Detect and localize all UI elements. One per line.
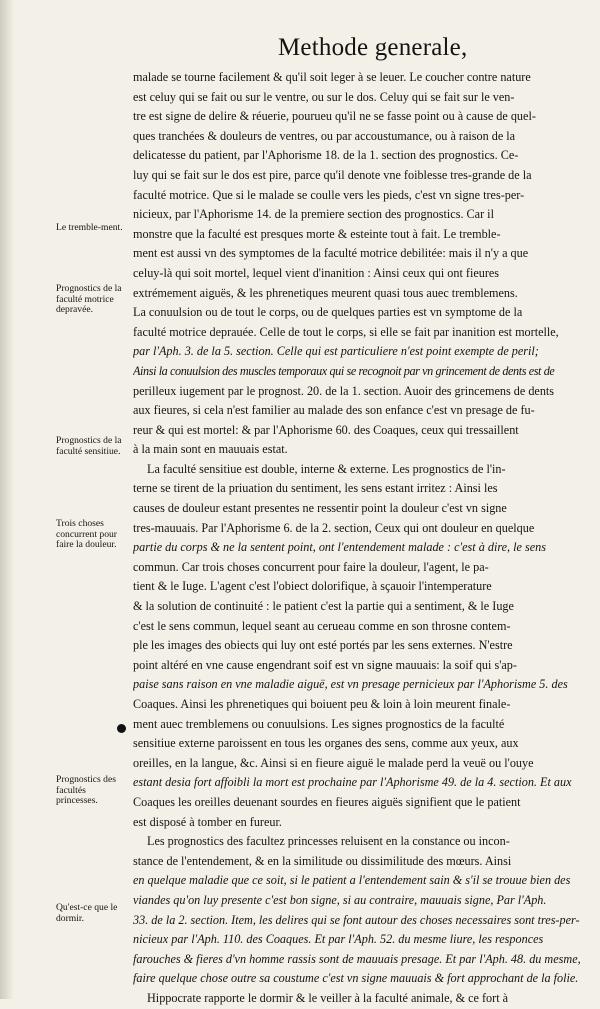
text-line: celuy-là qui soit mortel, lequel vient d'inanition : Ainsi ceux qui ont fieures (133, 265, 500, 280)
text-line: extrémement aiguës, & les phrenetiques meurent quasi tous auec tremblemens. (133, 285, 518, 300)
text-line: aux fieures, si cela n'est familier au malade des son enfance c'est vn presage de fu- (133, 403, 535, 418)
text-line: estant desia fort affoibli la mort est prochaine par l'Aphorisme 49. de la 4. section. Et aux (133, 775, 572, 790)
text-line: faculté motrice. Que si le malade se coulle vers les pieds, c'est vn signe tres-per- (133, 187, 525, 202)
text-line: par l'Aph. 3. de la 5. section. Celle qui est particuliere n'est point exempte de peril; (133, 344, 539, 359)
text-line: reur & qui est mortel: & par l'Aphorisme 60. des Coaques, ceux qui tressaillent (133, 422, 519, 437)
margin-note-facultes-princesses: Prognostics des facultés princesses. (56, 774, 116, 807)
text-line: tres-mauuais. Par l'Aphorisme 6. de la 2. section, Ceux qui ont douleur en quelque (133, 520, 535, 535)
text-line: viandes qu'on luy presente c'est bon signe, si au contraire, mauuais signe, Par l'Aph. (133, 892, 547, 907)
text-line: terne se tirent de la priuation du sentiment, les sens estant irritez : Ainsi les (133, 481, 498, 496)
margin-note-tremblement: Le tremble-ment. (56, 222, 123, 233)
margin-note-dormir: Qu'est-ce que le dormir. (56, 902, 118, 924)
text-line: paise sans raison en vne maladie aiguë, est vn presage pernicieux par l'Aphorisme 5. des (133, 677, 568, 692)
text-line: farouches & fieres d'vn homme rassis sont de mauuais presage. Et par l'Aph. 48. du mesme, (133, 951, 581, 966)
text-line: à la main sont en mauuais estat. (133, 442, 288, 457)
text-line: ple les images des obiects qui luy ont esté portés par les sens externes. N'estre (133, 638, 513, 653)
text-line: ques tranchées & douleurs de ventres, ou par accoustumance, ou à raison de la (133, 128, 516, 143)
text-line: faire quelque chose outre sa coustume c'est vn signe mauuais & fort approchant de la folie. (133, 971, 579, 986)
text-line: Hippocrate rapporte le dormir & le veiller à la faculté animale, & ce fort à (147, 990, 509, 1005)
text-line: c'est le sens commun, lequel seant au cerueau comme en son throsne contem- (133, 618, 511, 633)
text-line: nicieux, par l'Aphorisme 14. de la premiere section des prognostics. Car il (133, 207, 494, 222)
text-line: 33. de la 2. section. Item, les delires qui se font autour des choses necessaires sont tres-per- (133, 912, 580, 927)
text-line: faculté motrice deprauée. Celle de tout le corps, si elle se fait par inanition est mortelle, (133, 324, 559, 339)
margin-note-trois-choses: Trois choses concurrent pour faire la douleur. (56, 518, 118, 551)
text-line: Ainsi la conuulsion des muscles temporaux qui se recognoit par vn grincement de dents est de (133, 363, 555, 378)
text-line: luy qui se fait sur le dos est pire, parce qu'il denote vne foiblesse tres-grande de la (133, 167, 532, 182)
text-line: causes de douleur estant presentes ne ressentir point la douleur c'est vn signe (133, 501, 507, 516)
body-text (133, 68, 587, 1009)
text-line: nicieux par l'Aph. 110. des Coaques. Et par l'Aph. 52. du mesme liure, les responces (133, 932, 544, 947)
text-line: ment auec tremblemens ou conuulsions. Les signes prognostics de la faculté (133, 716, 505, 731)
text-line: & la solution de continuité : le patient c'est la partie qui a sentiment, & le Iuge (133, 599, 514, 614)
ink-blot (117, 724, 126, 733)
text-line: en quelque maladie que ce soit, si le patient a l'entendement sain & s'il se trouue bien des (133, 873, 571, 888)
text-line: tre est signe de delire & réuerie, pourueu qu'il ne se fasse point ou à cause de quel- (133, 109, 536, 124)
text-line: est celuy qui se fait ou sur le ventre, ou sur le dos. Celuy qui se fait sur le ven- (133, 89, 515, 104)
text-line: partie du corps & ne la sentent point, ont l'entendement malade : c'est à dire, le sens (133, 540, 546, 555)
text-line: commun. Car trois choses concurrent pour faire la douleur, l'agent, le pa- (133, 559, 489, 574)
text-line: La faculté sensitiue est double, interne & externe. Les prognostics de l'in- (147, 461, 506, 476)
text-line: est disposé à tomber en fureur. (133, 814, 282, 829)
text-line: perilleux iugement par le prognost. 20. de la 1. section. Auoir des grincemens de dents (133, 383, 555, 398)
text-line: Coaques. Ainsi les phrenetiques qui boiuent peu & loin à loin meurent finale- (133, 697, 511, 711)
text-line: ment est aussi vn des symptomes de la faculté motrice debilitée: mais il n'y a que (133, 246, 529, 261)
page-edge-shadow (0, 0, 14, 999)
text-line: Coaques les oreilles deuenant sourdes en fieures aiguës signifient que le patient (133, 794, 521, 809)
margin-note-faculte-motrice: Prognostics de la faculté motrice depravée. (56, 283, 122, 316)
text-line: La conuulsion ou de tout le corps, ou de quelques parties est vn symptome de la (133, 305, 523, 320)
text-line: monstre que la faculté est presques morte & esteinte tout à fait. Le tremble- (133, 226, 501, 241)
text-line: oreilles, en la langue, &c. Ainsi si en fieure aiguë le malade perd la veuë ou l'ouye (133, 755, 534, 770)
text-line: stance de l'entendement, & en la similitude ou dissimilitude des mœurs. Ainsi (133, 853, 512, 868)
margin-note-faculte-sensitiue: Prognostics de la faculté sensitiue. (56, 435, 122, 457)
text-line: sensitiue externe paroissent en tous les organes des sens, comme aux yeux, aux (133, 736, 519, 751)
text-line: delicatesse du patient, par l'Aphorisme 18. de la 1. section des prognostics. Ce- (133, 148, 519, 163)
running-header: Methode generale, (278, 34, 468, 61)
text-line: tient & le Iuge. L'agent c'est l'obiect dolorifique, à sçauoir l'intemperature (133, 579, 492, 594)
text-line: malade se tourne facilement & qu'il soit leger à se leuer. Le coucher contre nature (133, 70, 531, 84)
text-line: point altéré en vne cause engendrant soif est vn signe mauuais: la soif qui s'ap- (133, 657, 517, 672)
text-line: Les prognostics des facultez princesses reluisent en la constance ou incon- (147, 834, 510, 849)
